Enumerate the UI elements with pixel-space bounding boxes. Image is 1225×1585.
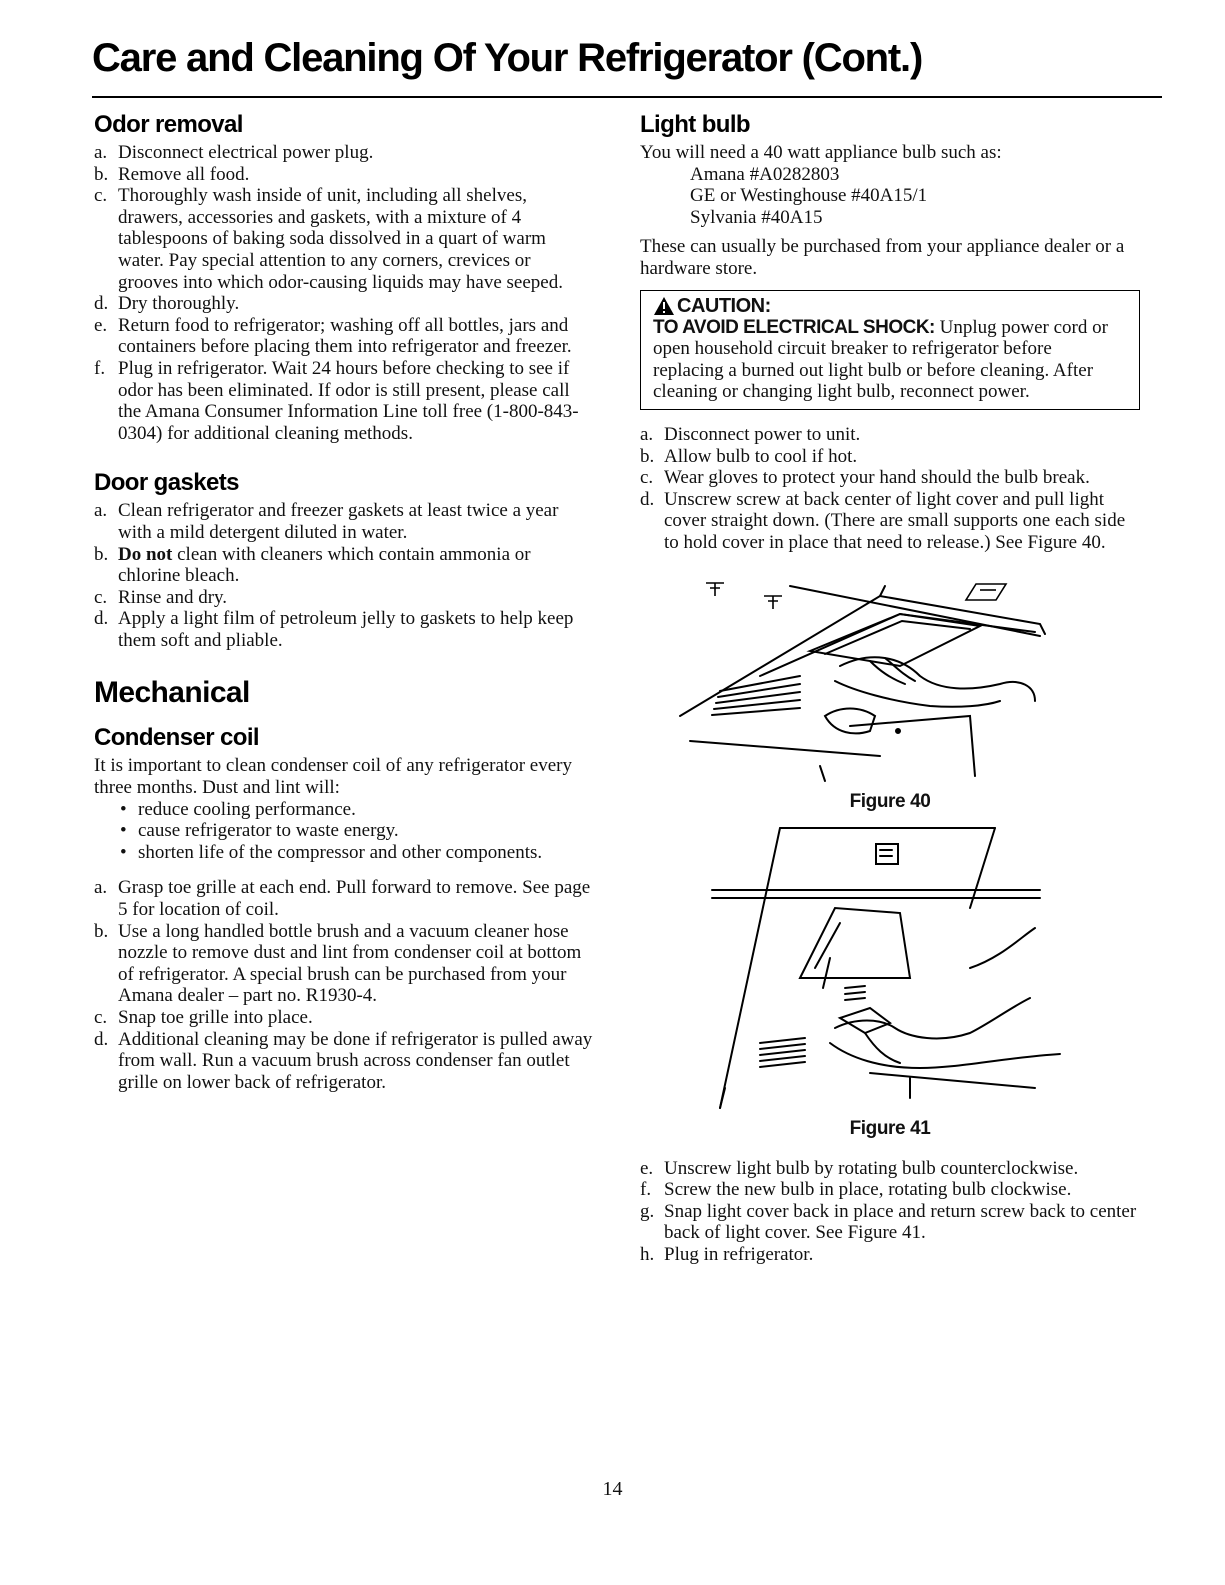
- figure-40: [640, 566, 1140, 813]
- bulb-intro: You will need a 40 watt appliance bulb such as:: [640, 142, 1002, 163]
- bullet-text: cause refrigerator to waste energy.: [138, 820, 399, 842]
- odor-step-d: [94, 293, 594, 315]
- step-text: Screw the new bulb in place, rotating bulb clockwise.: [664, 1179, 1072, 1201]
- odor-step-f: [94, 358, 594, 444]
- bullet-item: [94, 820, 594, 842]
- figure-41-caption: Figure 41: [849, 1118, 931, 1140]
- condenser-intro: It is important to clean condenser coil of any refrigerator every three months. Dust and lint will:: [94, 755, 572, 799]
- left-column: [94, 108, 594, 1093]
- mechanical-section: [94, 673, 594, 1093]
- step-text: Thoroughly wash inside of unit, including all shelves, drawers, accessories and gaskets, with a mixture of 4 tablespoons of baking soda dissolved in a quart of warm water. Pay special attention to any corners, crevices or grooves into which odor-causing liquids may have seeped.: [118, 185, 563, 293]
- odor-step-c: [94, 185, 594, 293]
- step-label: b.: [94, 920, 109, 942]
- gasket-step-c: [94, 587, 594, 609]
- bullet-dot-icon: •: [120, 798, 127, 820]
- bulb-steps-second: [640, 1158, 1140, 1266]
- step-text: Snap toe grille into place.: [118, 1007, 313, 1028]
- bulb-model-list: [640, 164, 1140, 229]
- figure-40-caption: Figure 40: [849, 790, 931, 812]
- caution-body: [653, 317, 1127, 403]
- step-text: Apply a light film of petroleum jelly to gaskets to help keep them soft and pliable.: [118, 608, 574, 651]
- bulb-model: GE or Westinghouse #40A15/1: [690, 185, 928, 207]
- page-title: Care and Cleaning Of Your Refrigerator (Cont.): [92, 36, 923, 80]
- warning-triangle-icon: [653, 296, 675, 316]
- mechanical-heading: Mechanical: [94, 676, 250, 710]
- odor-step-b: [94, 164, 594, 186]
- step-label: d.: [94, 608, 109, 630]
- step-text: Additional cleaning may be done if refrigerator is pulled away from wall. Run a vacuum brush across condenser fan outlet grille on lower back of refrigerator.: [118, 1028, 593, 1093]
- light-bulb-heading: Light bulb: [640, 111, 750, 138]
- step-label: b.: [94, 163, 109, 185]
- step-text: Disconnect electrical power plug.: [118, 142, 374, 163]
- caution-text: Unplug power cord or open household circuit breaker to refrigerator before replacing a burned out light bulb or before cleaning. After cleaning or changing light bulb, reconnect power.: [653, 316, 1108, 403]
- step-label: f.: [640, 1179, 652, 1201]
- bulb-step-h: [640, 1244, 1140, 1266]
- step-label: d.: [640, 488, 655, 510]
- bulb-step-c: [640, 467, 1140, 489]
- step-text: Plug in refrigerator. Wait 24 hours before checking to see if odor has been eliminated. If odor is still present, please call the Amana Consumer Information Line toll free (1-800-843-0304) for additional cleaning methods.: [118, 357, 579, 444]
- emphasis-text: Do not: [118, 543, 173, 565]
- condenser-bullets: [94, 799, 594, 864]
- gasket-step-b: [94, 544, 594, 587]
- light-bulb-section: [640, 108, 1140, 280]
- step-text: Allow bulb to cool if hot.: [664, 445, 858, 467]
- step-label: a.: [94, 500, 108, 522]
- step-label: e.: [94, 314, 108, 336]
- odor-removal-section: [94, 108, 594, 444]
- caution-box: [640, 290, 1140, 410]
- bulb-step-e: [640, 1158, 1140, 1180]
- step-label: a.: [640, 423, 654, 445]
- bulb-steps-first: [640, 424, 1140, 554]
- step-label: a.: [94, 877, 108, 899]
- condenser-step-c: [94, 1007, 594, 1029]
- odor-step-e: [94, 315, 594, 358]
- step-label: g.: [640, 1200, 655, 1222]
- step-text: Rinse and dry.: [118, 586, 228, 608]
- page-number: 14: [602, 1478, 623, 1500]
- bullet-dot-icon: •: [120, 841, 127, 863]
- step-label: e.: [640, 1157, 654, 1179]
- figure-41: [640, 818, 1140, 1140]
- step-text: Clean refrigerator and freezer gaskets at least twice a year with a mild detergent diluted in water.: [118, 500, 559, 543]
- bullet-item: [94, 799, 594, 821]
- step-label: c.: [94, 185, 108, 207]
- step-text: Return food to refrigerator; washing off all bottles, jars and containers before placing them into refrigerator and freezer.: [118, 314, 572, 358]
- gasket-step-a: [94, 500, 594, 543]
- step-label: a.: [94, 142, 108, 163]
- odor-removal-heading: Odor removal: [94, 111, 243, 138]
- caution-heading: [653, 295, 1127, 317]
- odor-removal-steps: [94, 142, 594, 444]
- right-column: [640, 108, 1140, 1266]
- step-label: d.: [94, 293, 109, 315]
- step-text: clean with cleaners which contain ammonia or chlorine bleach.: [118, 543, 531, 587]
- bullet-dot-icon: •: [120, 820, 127, 842]
- bulb-step-f: [640, 1179, 1140, 1201]
- caution-lead: TO AVOID ELECTRICAL SHOCK:: [653, 316, 935, 338]
- condenser-coil-heading: Condenser coil: [94, 724, 259, 752]
- step-text: Disconnect power to unit.: [664, 423, 861, 445]
- bulb-step-a: [640, 424, 1140, 446]
- bulb-step-g: [640, 1201, 1140, 1244]
- bulb-model: Sylvania #40A15: [690, 206, 823, 228]
- odor-step-a: [94, 142, 594, 164]
- step-text: Unscrew light bulb by rotating bulb counterclockwise.: [664, 1157, 1079, 1179]
- step-label: c.: [94, 586, 108, 608]
- door-gaskets-heading: Door gaskets: [94, 469, 239, 497]
- condenser-steps: [94, 877, 594, 1093]
- condenser-step-d: [94, 1029, 594, 1094]
- gasket-step-d: [94, 608, 594, 651]
- step-text: Snap light cover back in place and return screw back to center back of light cover. See Figure 41.: [664, 1200, 1137, 1244]
- step-label: b.: [640, 445, 655, 467]
- bulb-step-d: [640, 489, 1140, 554]
- door-gaskets-steps: [94, 500, 594, 651]
- step-text: Grasp toe grille at each end. Pull forward to remove. See page 5 for location of coil.: [118, 877, 591, 921]
- step-text: Wear gloves to protect your hand should the bulb break.: [664, 467, 1090, 489]
- bulb-step-b: [640, 446, 1140, 468]
- step-text: Use a long handled bottle brush and a vacuum cleaner hose nozzle to remove dust and lint from condenser coil at bottom of refrigerator. A special brush can be purchased from your Amana dealer – part no. R1930-4.: [118, 920, 582, 1007]
- step-text: Plug in refrigerator.: [664, 1244, 814, 1266]
- step-text: Unscrew screw at back center of light cover and pull light cover straight down. (There are small supports one each side to hold cover in place that need to release.) See Figure 40.: [664, 488, 1126, 553]
- bulb-model: Amana #A0282803: [690, 163, 840, 185]
- bullet-text: shorten life of the compressor and other components.: [138, 841, 543, 863]
- light-cover-removal-illustration: [640, 566, 1140, 791]
- step-label: c.: [94, 1007, 108, 1028]
- step-label: h.: [640, 1244, 655, 1266]
- condenser-step-a: [94, 877, 594, 920]
- door-gaskets-section: [94, 466, 594, 651]
- step-label: f.: [94, 357, 106, 379]
- bullet-item: [94, 842, 594, 864]
- step-text: Dry thoroughly.: [118, 293, 240, 315]
- step-label: c.: [640, 467, 654, 489]
- bullet-text: reduce cooling performance.: [138, 798, 356, 820]
- caution-label: CAUTION:: [677, 294, 771, 317]
- condenser-step-b: [94, 921, 594, 1007]
- title-rule: [92, 96, 1162, 98]
- bulb-purchase-note: These can usually be purchased from your appliance dealer or a hardware store.: [640, 236, 1125, 279]
- step-text: Remove all food.: [118, 163, 250, 185]
- step-label: b.: [94, 543, 109, 565]
- step-label: d.: [94, 1028, 109, 1050]
- light-cover-replacement-illustration: [640, 818, 1140, 1118]
